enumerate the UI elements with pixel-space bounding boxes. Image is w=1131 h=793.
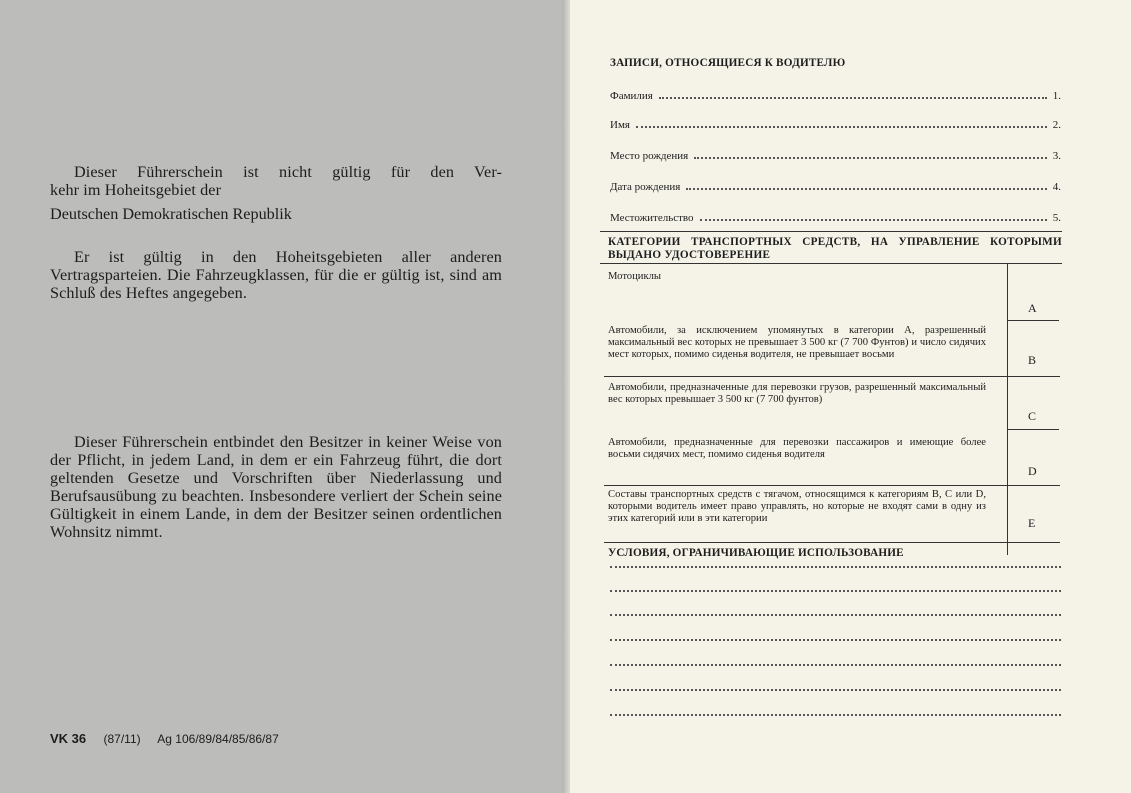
field-label: Место рождения <box>610 150 689 162</box>
conditions-line <box>610 614 1061 616</box>
category-e-description: Составы транспортных средств с тягачом, относящимся к категориям В, С или D, которыми водитель имеет право управлять, но которые не входят сами в одну из этих категорий или в эти категории <box>608 489 986 525</box>
approval-number: Ag 106/89/84/85/86/87 <box>157 732 279 746</box>
category-b-description: Автомобили, за исключением упомянутых в категории А, разрешенный максимальный вес которых не превышает 3 500 кг (7 700 Фунтов) и число сидячих мест которых, помимо сиденья водителя, не превышает восьми <box>608 325 986 361</box>
dotted-fill-line <box>700 219 1047 221</box>
field-number: 1. <box>1052 90 1061 102</box>
print-number: (87/11) <box>103 732 141 746</box>
field-number: 2. <box>1052 119 1061 131</box>
field-surname <box>610 88 1061 102</box>
obligations-paragraph <box>50 433 502 541</box>
table-top-rule <box>600 263 1062 264</box>
table-bottom-rule <box>604 542 1060 543</box>
conditions-line <box>610 664 1061 666</box>
letter-cell-rule <box>1007 320 1059 321</box>
conditions-line <box>610 714 1061 716</box>
field-label: Имя <box>610 119 630 131</box>
field-number: 3. <box>1052 150 1061 162</box>
section-rule <box>600 231 1062 232</box>
category-d-description: Автомобили, предназначенные для перевозки пассажиров и имеющие более восьми сидячих мест, помимо сиденья водителя <box>608 437 986 461</box>
field-label: Дата рождения <box>610 181 681 193</box>
conditions-line <box>610 566 1061 568</box>
obligations-text: Dieser Führerschein entbindet den Besitzer in keiner Weise von der Pflicht, in jedem Land, in dem er ein Fahrzeug führt, die dort geltenden Gesetze und Vorschriften über Niederlassung und Berufsausübung zu beachten. Insbesondere verliert der Schein seine Gültigkeit in einem Lande, in dem der Besitzer seinen ordentlichen Wohnsitz nimmt. <box>50 433 502 541</box>
letter-cell-rule <box>1007 429 1059 430</box>
validity-line-1: Dieser Führerschein ist nicht gültig für den Ver- <box>74 163 502 181</box>
row-rule <box>604 485 1060 486</box>
field-birthplace <box>610 148 1061 162</box>
driver-records-title: ЗАПИСИ, ОТНОСЯЩИЕСЯ К ВОДИТЕЛЮ <box>610 57 846 69</box>
field-birthdate <box>610 179 1061 193</box>
conditions-title: УСЛОВИЯ, ОГРАНИЧИВАЮЩИЕ ИСПОЛЬЗОВАНИЕ <box>608 547 904 559</box>
validity-paragraph <box>50 163 502 199</box>
field-residence <box>610 210 1061 224</box>
dotted-fill-line <box>659 97 1047 99</box>
category-c-letter: C <box>1028 409 1037 423</box>
field-first-name <box>610 117 1061 131</box>
conditions-line <box>610 689 1061 691</box>
field-label: Фамилия <box>610 90 653 102</box>
print-footer <box>50 731 279 746</box>
form-code: VK 36 <box>50 731 87 746</box>
category-d-letter: D <box>1028 464 1037 478</box>
categories-heading: КАТЕГОРИИ ТРАНСПОРТНЫХ СРЕДСТВ, НА УПРАВЛЕНИЕ КОТОРЫМИ ВЫДАНО УДОСТОВЕРЕНИЕ <box>608 236 1062 261</box>
category-b-letter: B <box>1028 353 1037 367</box>
table-column-divider <box>1007 263 1008 555</box>
field-number: 4. <box>1052 181 1061 193</box>
category-a-letter: A <box>1028 301 1037 315</box>
conditions-line <box>610 590 1061 592</box>
dotted-fill-line <box>694 157 1047 159</box>
dotted-fill-line <box>636 126 1047 128</box>
category-e-letter: E <box>1028 516 1036 530</box>
category-c-description: Автомобили, предназначенные для перевозки грузов, разрешенный максимальный вес которых превышает 3 500 кг (7 700 фунтов) <box>608 382 986 406</box>
category-a-description: Мотоциклы <box>608 271 661 282</box>
scope-paragraph <box>50 248 502 302</box>
validity-line-2: kehr im Hoheitsgebiet der <box>50 181 222 199</box>
field-number: 5. <box>1052 212 1061 224</box>
gdr-name: Deutschen Demokratischen Republik <box>50 205 292 223</box>
conditions-line <box>610 639 1061 641</box>
dotted-fill-line <box>686 188 1046 190</box>
row-rule <box>604 376 1060 377</box>
scope-text: Er ist gültig in den Hoheitsgebieten aller anderen Vertragsparteien. Die Fahrzeugklassen, für die er gültig ist, sind am Schluß des Heftes angegeben. <box>50 248 502 302</box>
field-label: Местожительство <box>610 212 694 224</box>
